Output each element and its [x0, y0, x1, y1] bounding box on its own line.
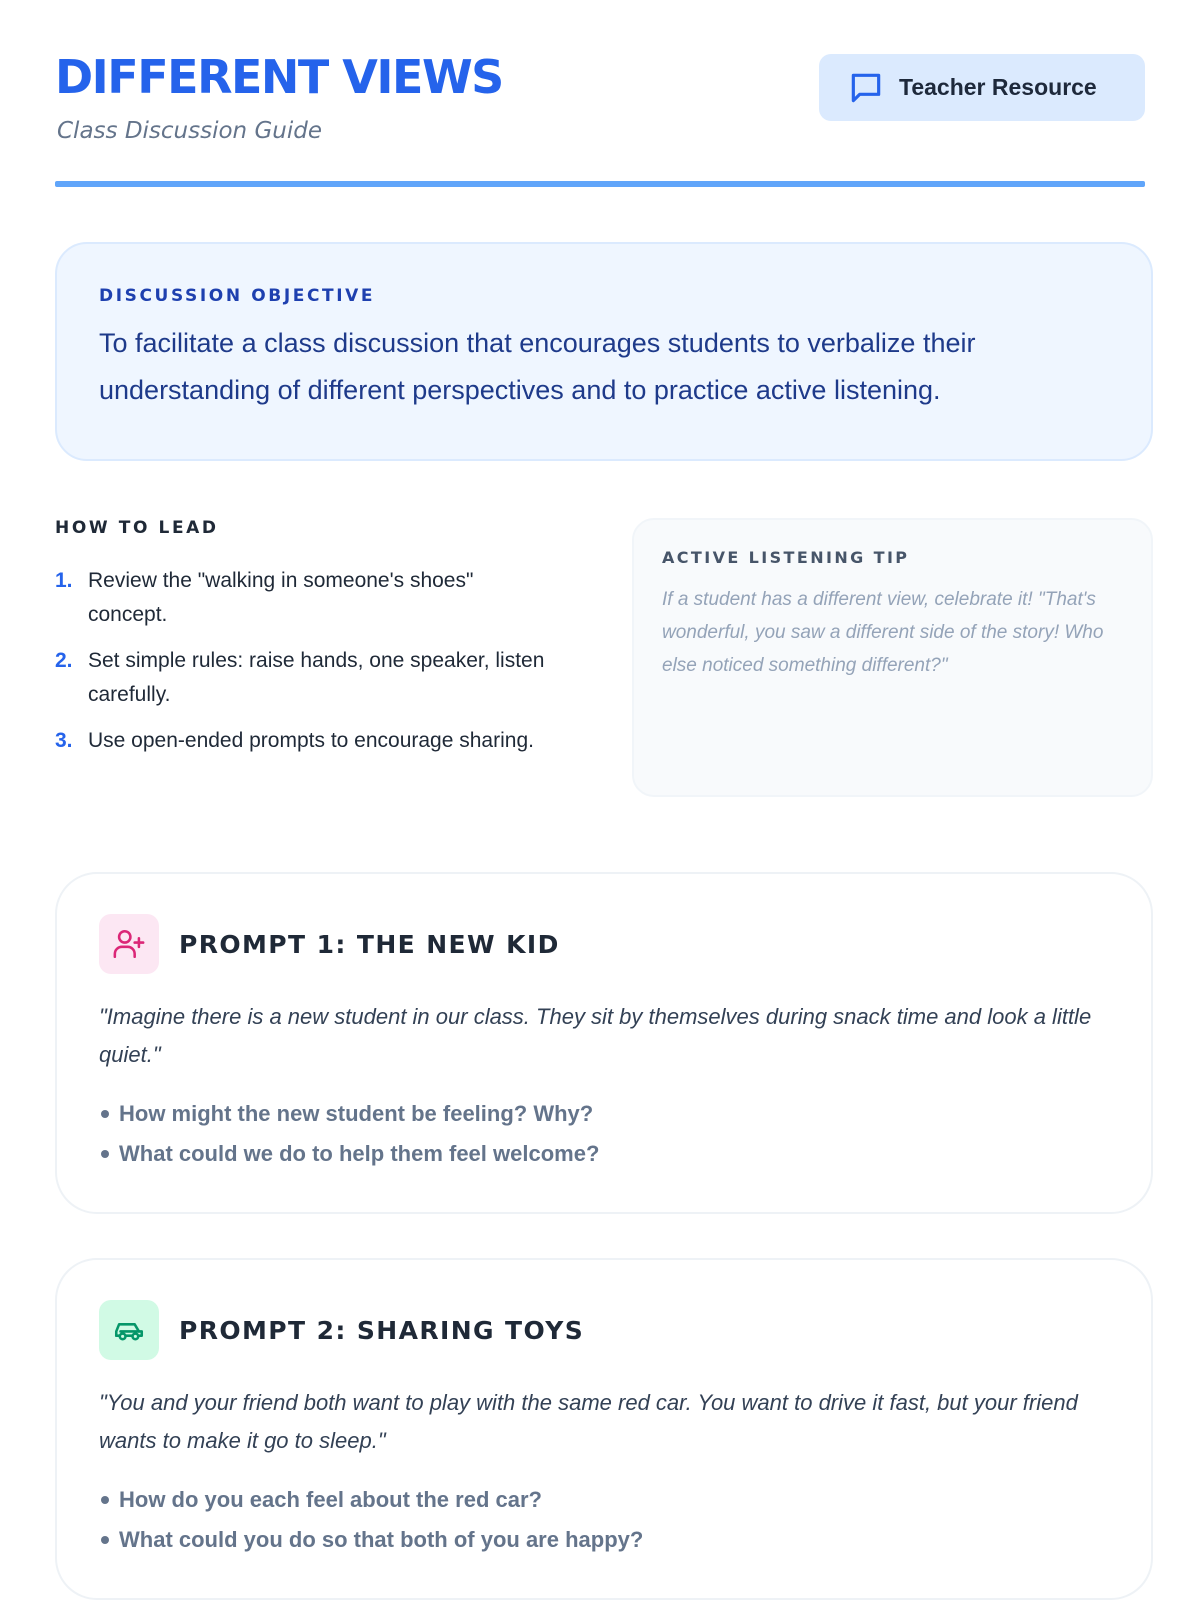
- question-text: What could we do to help them feel welcome?: [119, 1141, 600, 1166]
- how-to-lead-heading: HOW TO LEAD: [55, 518, 219, 538]
- teacher-resource-badge: [819, 54, 1145, 121]
- objective-text: To facilitate a class discussion that encourages students to verbalize their understanding of different perspectives and to practice active listening.: [99, 328, 976, 405]
- prompt-quote: "Imagine there is a new student in our class. They sit by themselves during snack time and look a little quiet.": [99, 1004, 1092, 1067]
- prompt-header: [99, 1300, 1109, 1360]
- page-title: DIFFERENT VIEWS: [55, 50, 503, 104]
- bullet-icon: [101, 1536, 109, 1544]
- list-item: [55, 644, 555, 712]
- steps-list: [55, 564, 555, 758]
- header-divider: [55, 181, 1145, 187]
- step-text: Use open-ended prompts to encourage sharing.: [88, 729, 534, 752]
- list-item: [99, 1094, 1109, 1134]
- tip-heading: ACTIVE LISTENING TIP: [662, 548, 910, 567]
- prompt-header: [99, 914, 1109, 974]
- prompt-card-2: [55, 1258, 1153, 1600]
- list-item: [55, 564, 555, 632]
- how-to-lead: [55, 518, 555, 770]
- list-item: [55, 724, 555, 758]
- step-text: Review the "walking in someone's shoes" concept.: [88, 569, 474, 626]
- list-item: [99, 1480, 1109, 1520]
- question-text: What could you do so that both of you are happy?: [119, 1527, 644, 1552]
- list-item: [99, 1134, 1109, 1174]
- question-text: How might the new student be feeling? Why?: [119, 1101, 594, 1126]
- prompt-quote: "You and your friend both want to play with the same red car. You want to drive it fast, but your friend wants to make it go to sleep.": [99, 1390, 1078, 1453]
- prompt-questions: [99, 1094, 1109, 1174]
- bullet-icon: [101, 1496, 109, 1504]
- list-item: [99, 1520, 1109, 1560]
- prompt-title: PROMPT 1: THE NEW KID: [179, 929, 560, 959]
- step-number: 1.: [55, 569, 73, 592]
- objective-heading: DISCUSSION OBJECTIVE: [99, 286, 376, 306]
- page-subtitle: Class Discussion Guide: [57, 118, 322, 144]
- prompt-title: PROMPT 2: SHARING TOYS: [179, 1315, 585, 1345]
- user-plus-icon: [99, 914, 159, 974]
- badge-label: Teacher Resource: [899, 74, 1097, 100]
- discussion-objective: [55, 242, 1153, 461]
- prompt-questions: [99, 1480, 1109, 1560]
- message-square-icon: [847, 69, 885, 107]
- tip-text: If a student has a different view, celebrate it! "That's wonderful, you saw a different side of the story! Who else noticed something different?": [662, 589, 1104, 676]
- bullet-icon: [101, 1150, 109, 1158]
- question-text: How do you each feel about the red car?: [119, 1487, 542, 1512]
- step-text: Set simple rules: raise hands, one speaker, listen carefully.: [88, 649, 545, 706]
- active-listening-tip: [632, 518, 1153, 797]
- step-number: 3.: [55, 729, 73, 752]
- header: [55, 0, 1145, 186]
- car-icon: [99, 1300, 159, 1360]
- bullet-icon: [101, 1110, 109, 1118]
- prompt-card-1: [55, 872, 1153, 1214]
- step-number: 2.: [55, 649, 73, 672]
